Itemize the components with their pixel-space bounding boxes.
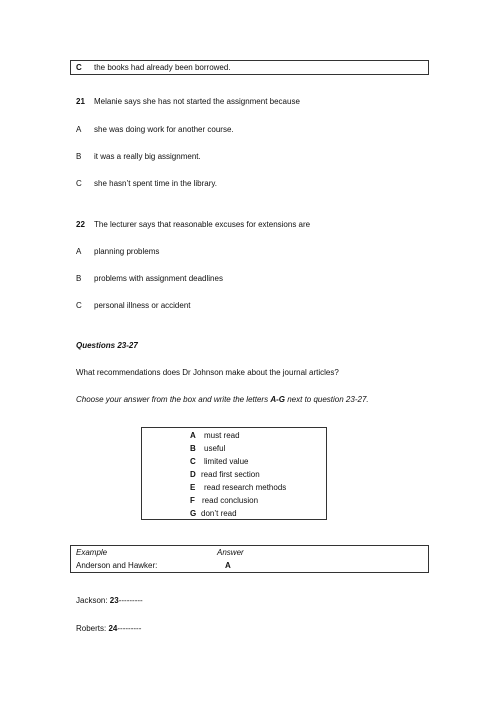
- option-letter: C: [76, 301, 82, 310]
- key-letter: E: [190, 483, 196, 492]
- option-letter: C: [76, 179, 82, 188]
- key-letter: G: [190, 509, 197, 518]
- key-letter: A: [190, 431, 196, 440]
- option-text: she hasn’t spent time in the library.: [94, 179, 218, 188]
- key-row: [142, 429, 326, 442]
- key-text: don’t read: [201, 509, 237, 518]
- answer-number: 24: [108, 624, 118, 633]
- option-text: problems with assignment deadlines: [94, 274, 223, 283]
- example-row-answer: A: [225, 561, 231, 570]
- key-text: read conclusion: [202, 496, 259, 505]
- example-table: [70, 545, 429, 573]
- option-letter: B: [76, 152, 82, 161]
- question-number: 22: [76, 220, 85, 229]
- key-text: must read: [204, 431, 240, 440]
- answer-header: Answer: [217, 548, 244, 557]
- option-text: she was doing work for another course.: [94, 125, 234, 134]
- key-text: read research methods: [204, 483, 287, 492]
- answer-blank[interactable]: ---------: [117, 624, 142, 633]
- key-row: [142, 481, 326, 494]
- option-letter: B: [76, 274, 82, 283]
- answer-blank[interactable]: ---------: [118, 596, 143, 605]
- instruction-letters: A-G: [270, 395, 285, 404]
- answer-name: Jackson:: [76, 596, 110, 605]
- option-text: planning problems: [94, 247, 160, 256]
- key-text: limited value: [204, 457, 249, 466]
- instruction-start: Choose your answer from the box and write the letters: [76, 395, 271, 404]
- key-letter: D: [190, 470, 196, 479]
- question-stem: The lecturer says that reasonable excuses for extensions are: [94, 220, 311, 229]
- answer-line-24: [76, 624, 141, 633]
- section-heading: Questions 23-27: [76, 341, 138, 350]
- instruction-end: next to question 23-27.: [285, 395, 369, 404]
- key-row: [142, 494, 326, 507]
- question-number: 21: [76, 97, 85, 106]
- section-instruction: [76, 395, 369, 404]
- key-row: [142, 455, 326, 468]
- option-letter: A: [76, 125, 82, 134]
- key-row: [142, 507, 326, 520]
- answer-number: 23: [109, 596, 119, 605]
- answer-line-23: [76, 596, 143, 605]
- option-text: it was a really big assignment.: [94, 152, 201, 161]
- section-prompt: What recommendations does Dr Johnson make about the journal articles?: [76, 368, 339, 377]
- option-letter: A: [76, 247, 82, 256]
- key-row: [142, 442, 326, 455]
- example-header: Example: [76, 548, 108, 557]
- question-stem: Melanie says she has not started the assignment because: [94, 97, 300, 106]
- key-row: [142, 468, 326, 481]
- option-letter: C: [76, 63, 82, 72]
- example-row-label: Anderson and Hawker:: [76, 561, 158, 570]
- answer-key-box: [141, 427, 327, 520]
- key-text: useful: [204, 444, 226, 453]
- key-letter: B: [190, 444, 196, 453]
- answer-name: Roberts:: [76, 624, 109, 633]
- option-text: personal illness or accident: [94, 301, 191, 310]
- key-letter: C: [190, 457, 196, 466]
- key-text: read first section: [201, 470, 260, 479]
- option-text: the books had already been borrowed.: [94, 63, 231, 72]
- key-letter: F: [190, 496, 195, 505]
- option-c-box: [70, 60, 429, 75]
